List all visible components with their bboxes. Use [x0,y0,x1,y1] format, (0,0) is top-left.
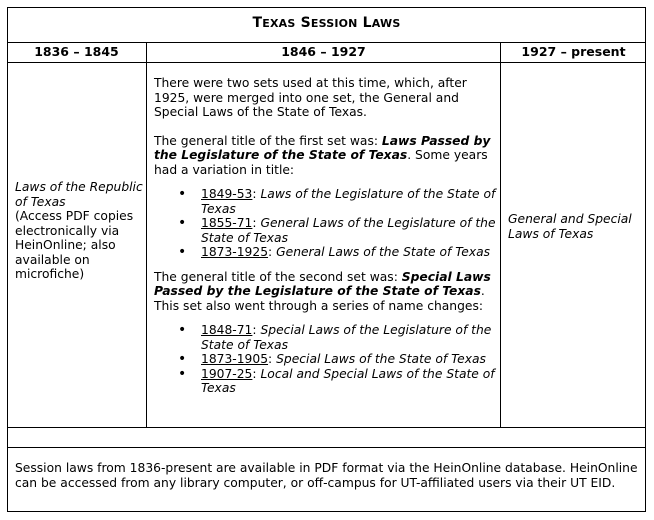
first-set-suffix: . Some years had a variation in title: [154,148,488,177]
list-item [154,367,496,396]
variation-title: Special Laws of the Legislature of the State of Texas [201,323,492,352]
variation-title: Local and Special Laws of the State of Texas [201,366,495,395]
col-1927-present-content [508,212,638,241]
title-cap: S [300,15,311,31]
list-sep: : [252,366,261,381]
year-link-1848-71[interactable]: 1848-71 [201,323,253,337]
list-item [154,216,496,245]
list-item [154,245,496,260]
republic-laws-title: Laws of the Republic of Texas [15,180,143,209]
year-link-1907-25[interactable]: 1907-25 [201,366,253,381]
list-item [154,323,496,352]
variation-title: Laws of the Legislature of the State of Texas [201,187,496,216]
rule-under-headers [7,62,646,63]
second-set-prefix: The general title of the second set was: [154,269,402,284]
list-item [154,187,496,216]
year-link-1855-71[interactable]: 1855-71 [201,216,253,230]
list-sep: : [252,323,261,337]
intro-paragraph: There were two sets used at this time, which, after 1925, were merged into one set, the General and Special Laws of the State of Texas. [154,76,467,119]
list-sep: : [268,245,277,259]
year-link-1873-1925[interactable]: 1873-1925 [201,245,269,259]
table-title [7,16,646,38]
variation-title: General Laws of the State of Texas [276,245,491,259]
rule-bottom-of-columns [7,427,646,428]
header-1846-1927: 1846 – 1927 [281,44,366,59]
title-smallcaps: EXAS [262,17,296,30]
footer-note: Session laws from 1836-present are available in PDF format via the HeinOnline database. HeinOnline can be accessed from any library computer, or off-campus for UT-affiliated users via their UT EID. [15,461,638,490]
first-set-paragraph [154,134,496,178]
access-note: (Access PDF copies electronically via HeinOnline; also available on microfiche) [15,209,134,281]
variation-title: Special Laws of the State of Texas [276,352,486,366]
second-set-paragraph [154,270,496,314]
col-1846-1927-content [154,76,496,406]
title-smallcaps: AWS [371,17,401,30]
second-set-title: Special Laws Passed by the Legislature of the State of Texas [154,269,491,298]
rule-col2-col3 [500,42,501,428]
general-special-laws-title: General and Special Laws of Texas [508,212,632,241]
first-set-variations [154,187,496,260]
rule-above-footer [7,447,646,448]
header-1836-1845: 1836 – 1845 [34,44,119,59]
first-set-prefix: The general title of the first set was: [154,133,382,148]
col-1836-1845-content [15,180,145,282]
second-set-suffix: . This set also went through a series of name changes: [154,284,485,313]
variation-title: General Laws of the Legislature of the State of Texas [201,216,496,245]
title-cap: L [362,15,372,31]
year-link-1849-53[interactable]: 1849-53 [201,187,253,201]
title-cap: T [252,15,263,31]
list-sep: : [252,216,261,230]
list-sep: : [268,352,277,366]
list-sep: : [252,187,261,201]
rule-under-title [7,42,646,43]
year-link-1873-1905[interactable]: 1873-1905 [201,352,269,366]
list-item [154,352,496,367]
header-1927-present: 1927 – present [521,44,626,59]
rule-col1-col2 [146,42,147,428]
title-smallcaps: ESSION [310,17,358,30]
second-set-variations [154,323,496,396]
first-set-title: Laws Passed by the Legislature of the State of Texas [154,133,491,162]
